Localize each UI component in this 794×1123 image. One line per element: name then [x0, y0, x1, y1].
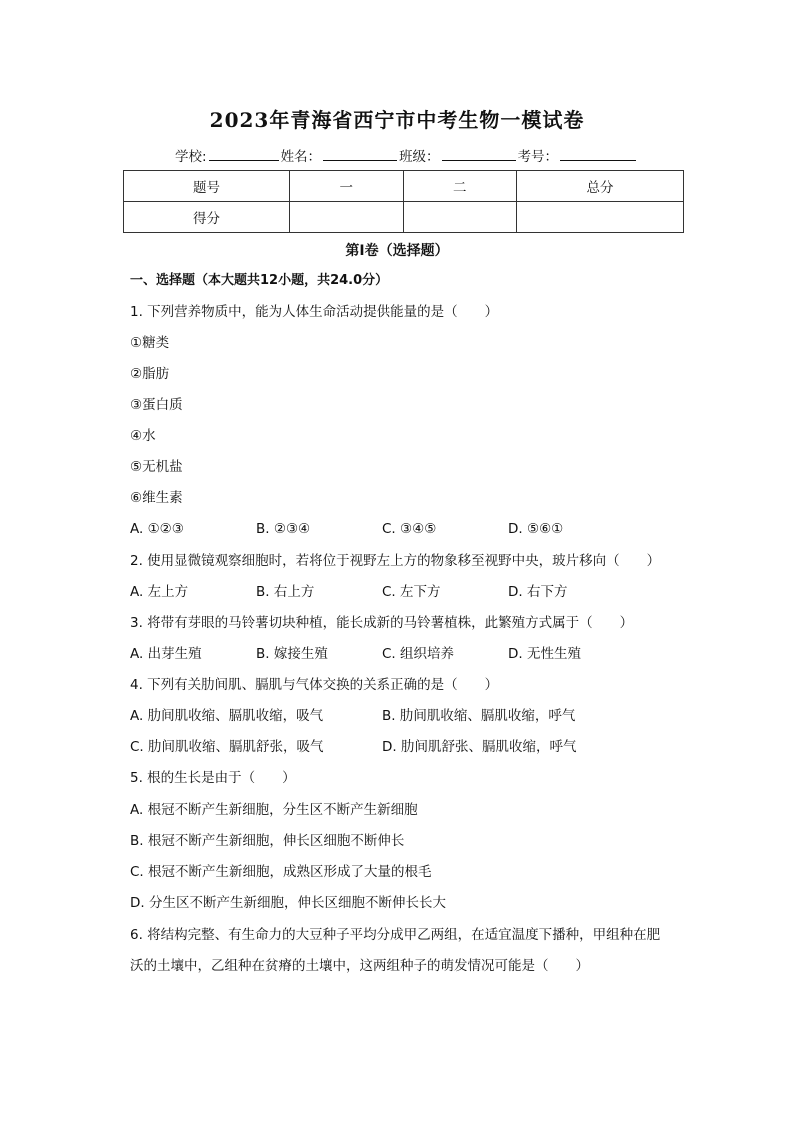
- question-1-item: ③蛋白质: [130, 397, 183, 413]
- question-4-stem: 4. 下列有关肋间肌、膈肌与气体交换的关系正确的是（ ）: [130, 677, 499, 693]
- question-6-stem-line-2: 沃的土壤中，乙组种在贫瘠的土壤中，这两组种子的萌发情况可能是（ ）: [130, 958, 589, 974]
- question-4-option-c[interactable]: C. 肋间肌收缩、膈肌舒张，吸气: [130, 739, 324, 755]
- score-cell: 得分: [124, 202, 290, 233]
- question-4-option-d[interactable]: D. 肋间肌舒张、膈肌收缩，呼气: [382, 739, 577, 755]
- question-5-option-d[interactable]: D. 分生区不断产生新细胞，伸长区细胞不断伸长长大: [130, 895, 446, 911]
- question-1-option-c[interactable]: C. ③④⑤: [382, 521, 437, 537]
- question-1-option-a[interactable]: A. ①②③: [130, 521, 184, 537]
- question-3-option-d[interactable]: D. 无性生殖: [508, 646, 581, 662]
- question-1-option-b[interactable]: B. ②③④: [256, 521, 311, 537]
- score-cell: 题号: [124, 171, 290, 202]
- student-info-line: [175, 145, 638, 165]
- exam-no-label: 考号：: [517, 149, 559, 165]
- score-cell: 一: [290, 171, 403, 202]
- question-3-option-a[interactable]: A. 出芽生殖: [130, 646, 202, 662]
- question-5-option-c[interactable]: C. 根冠不断产生新细胞，成熟区形成了大量的根毛: [130, 864, 432, 880]
- name-blank[interactable]: [323, 146, 397, 161]
- score-input-cell[interactable]: [516, 202, 683, 233]
- question-1-item: ⑥维生素: [130, 490, 183, 506]
- school-blank[interactable]: [209, 146, 279, 161]
- score-input-cell[interactable]: [290, 202, 403, 233]
- question-1-item: ①糖类: [130, 335, 170, 351]
- question-2-option-d[interactable]: D. 右下方: [508, 584, 568, 600]
- question-3-option-b[interactable]: B. 嫁接生殖: [256, 646, 328, 662]
- question-3-option-c[interactable]: C. 组织培养: [382, 646, 455, 662]
- question-6-stem-line-1: 6. 将结构完整、有生命力的大豆种子平均分成甲乙两组，在适宜温度下播种，甲组种在肥: [130, 927, 661, 943]
- question-5-stem: 5. 根的生长是由于（ ）: [130, 770, 296, 786]
- score-table-score-row: [124, 202, 684, 233]
- question-2-stem: 2. 使用显微镜观察细胞时，若将位于视野左上方的物象移至视野中央，玻片移向（ ）: [130, 553, 661, 569]
- question-5-option-a[interactable]: A. 根冠不断产生新细胞，分生区不断产生新细胞: [130, 802, 418, 818]
- score-table: [123, 170, 684, 233]
- score-table-header-row: [124, 171, 684, 202]
- score-input-cell[interactable]: [403, 202, 516, 233]
- exam-no-blank[interactable]: [560, 146, 636, 161]
- question-2-option-b[interactable]: B. 右上方: [256, 584, 315, 600]
- question-1-item: ②脂肪: [130, 366, 170, 382]
- question-5-option-b[interactable]: B. 根冠不断产生新细胞，伸长区细胞不断伸长: [130, 833, 405, 849]
- question-1-option-d[interactable]: D. ⑤⑥①: [508, 521, 564, 537]
- score-cell: 二: [403, 171, 516, 202]
- section-title: 一、选择题（本大题共12小题，共24.0分）: [130, 273, 389, 288]
- score-cell: 总分: [516, 171, 683, 202]
- question-2-option-c[interactable]: C. 左下方: [382, 584, 441, 600]
- exam-title: 2023年青海省西宁市中考生物一模试卷: [209, 108, 585, 132]
- part-title: 第I卷（选择题）: [345, 243, 449, 259]
- class-label: 班级：: [399, 149, 440, 165]
- question-3-stem: 3. 将带有芽眼的马铃薯切块种植，能长成新的马铃薯植株，此繁殖方式属于（ ）: [130, 615, 634, 631]
- question-2-option-a[interactable]: A. 左上方: [130, 584, 189, 600]
- school-label: 学校:: [175, 149, 207, 165]
- name-label: 姓名：: [280, 149, 322, 165]
- question-1-item: ⑤无机盐: [130, 459, 183, 475]
- question-1-item: ④水: [130, 428, 156, 444]
- class-blank[interactable]: [442, 146, 516, 161]
- question-4-option-b[interactable]: B. 肋间肌收缩、膈肌收缩，呼气: [382, 708, 576, 724]
- question-1-stem: 1. 下列营养物质中，能为人体生命活动提供能量的是（ ）: [130, 304, 499, 320]
- question-4-option-a[interactable]: A. 肋间肌收缩、膈肌收缩，吸气: [130, 708, 324, 724]
